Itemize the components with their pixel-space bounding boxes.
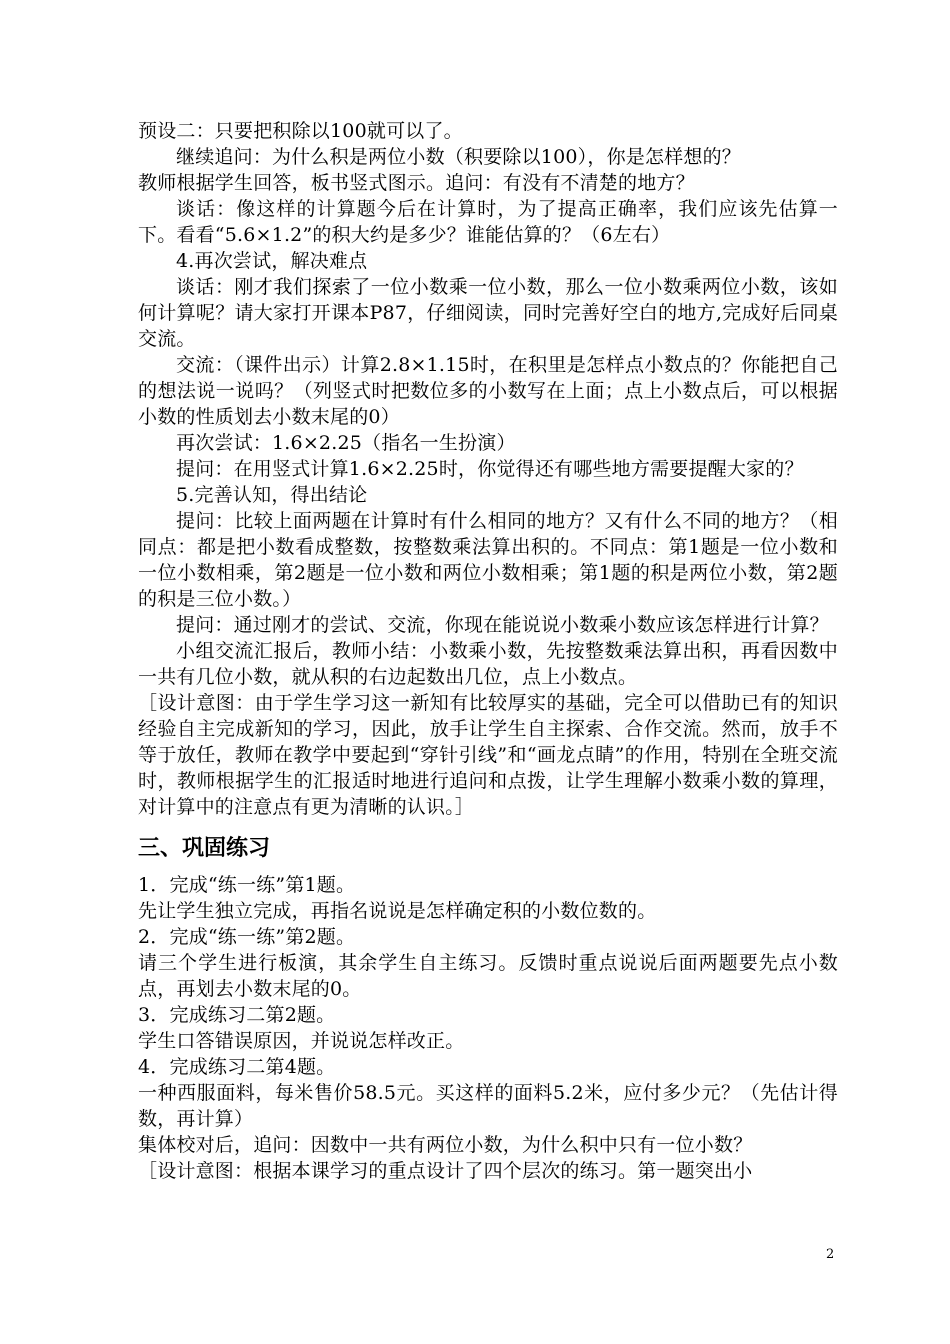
paragraph: 3．完成练习二第2题。	[138, 1004, 336, 1026]
document-page	[138, 118, 838, 1184]
paragraph: 集体校对后，追问：因数中一共有两位小数，为什么积中只有一位小数？	[138, 1134, 753, 1156]
paragraph: 2．完成“练一练”第2题。	[138, 926, 356, 948]
paragraph: 学生口答错误原因，并说说怎样改正。	[138, 1030, 465, 1052]
paragraph: ［设计意图：根据本课学习的重点设计了四个层次的练习。第一题突出小	[138, 1160, 753, 1182]
paragraph: 谈话：刚才我们探索了一位小数乘一位小数，那么一位小数乘两位小数，该如何计算呢？请大家打开课本P87，仔细阅读，同时完善好空白的地方,完成好后同桌交流。	[138, 276, 838, 350]
paragraph: 一种西服面料，每米售价58.5元。买这样的面料5.2米，应付多少元？（先估计得数，再计算）	[138, 1082, 838, 1130]
paragraph: 4.再次尝试，解决难点	[176, 250, 368, 272]
paragraph: 谈话：像这样的计算题今后在计算时，为了提高正确率，我们应该先估算一下。看看“5.6×1.2”的积大约是多少？谁能估算的？（6左右）	[138, 198, 838, 246]
paragraph: 先让学生独立完成，再指名说说是怎样确定积的小数位数的。	[138, 900, 657, 922]
lesson-body-top	[138, 118, 838, 820]
paragraph: 继续追问：为什么积是两位小数（积要除以100），你是怎样想的？	[176, 146, 741, 168]
paragraph: 提问：在用竖式计算1.6×2.25时，你觉得还有哪些地方需要提醒大家的？	[176, 458, 804, 480]
paragraph: 4．完成练习二第4题。	[138, 1056, 336, 1078]
paragraph: 预设二：只要把积除以100就可以了。	[138, 120, 463, 142]
paragraph: 提问：比较上面两题在计算时有什么相同的地方？又有什么不同的地方？（相同点：都是把小数看成整数，按整数乘法算出积的。不同点：第1题是一位小数和一位小数相乘，第2题是一位小数和两位小数相乘；第1题的积是两位小数，第2题的积是三位小数。）	[138, 510, 838, 610]
paragraph: 1．完成“练一练”第1题。	[138, 874, 356, 896]
paragraph: 5.完善认知，得出结论	[176, 484, 368, 506]
paragraph: ［设计意图：由于学生学习这一新知有比较厚实的基础，完全可以借助已有的知识经验自主完成新知的学习，因此，放手让学生自主探索、合作交流。然而，放手不等于放任，教师在教学中要起到“穿针引线”和“画龙点睛”的作用，特别在全班交流时，教师根据学生的汇报适时地进行追问和点拨，让学生理解小数乘小数的算理，对计算中的注意点有更为清晰的认识。］	[138, 692, 838, 818]
paragraph: 教师根据学生回答，板书竖式图示。追问：有没有不清楚的地方？	[138, 172, 695, 194]
page-number: 2	[826, 1247, 835, 1262]
paragraph: 提问：通过刚才的尝试、交流，你现在能说说小数乘小数应该怎样进行计算？	[176, 614, 829, 636]
paragraph: 交流：（课件出示）计算2.8×1.15时，在积里是怎样点小数点的？你能把自己的想法说一说吗？（列竖式时把数位多的小数写在上面；点上小数点后，可以根据小数的性质划去小数末尾的0）	[138, 354, 838, 428]
lesson-body-bottom	[138, 872, 838, 1184]
paragraph: 再次尝试：1.6×2.25（指名一生扮演）	[176, 432, 516, 454]
paragraph: 小组交流汇报后，教师小结：小数乘小数，先按整数乘法算出积，再看因数中一共有几位小数，就从积的右边起数出几位，点上小数点。	[138, 640, 838, 688]
paragraph: 请三个学生进行板演，其余学生自主练习。反馈时重点说说后面两题要先点小数点，再划去小数末尾的0。	[138, 952, 838, 1000]
section-heading: 三、巩固练习	[138, 836, 271, 861]
